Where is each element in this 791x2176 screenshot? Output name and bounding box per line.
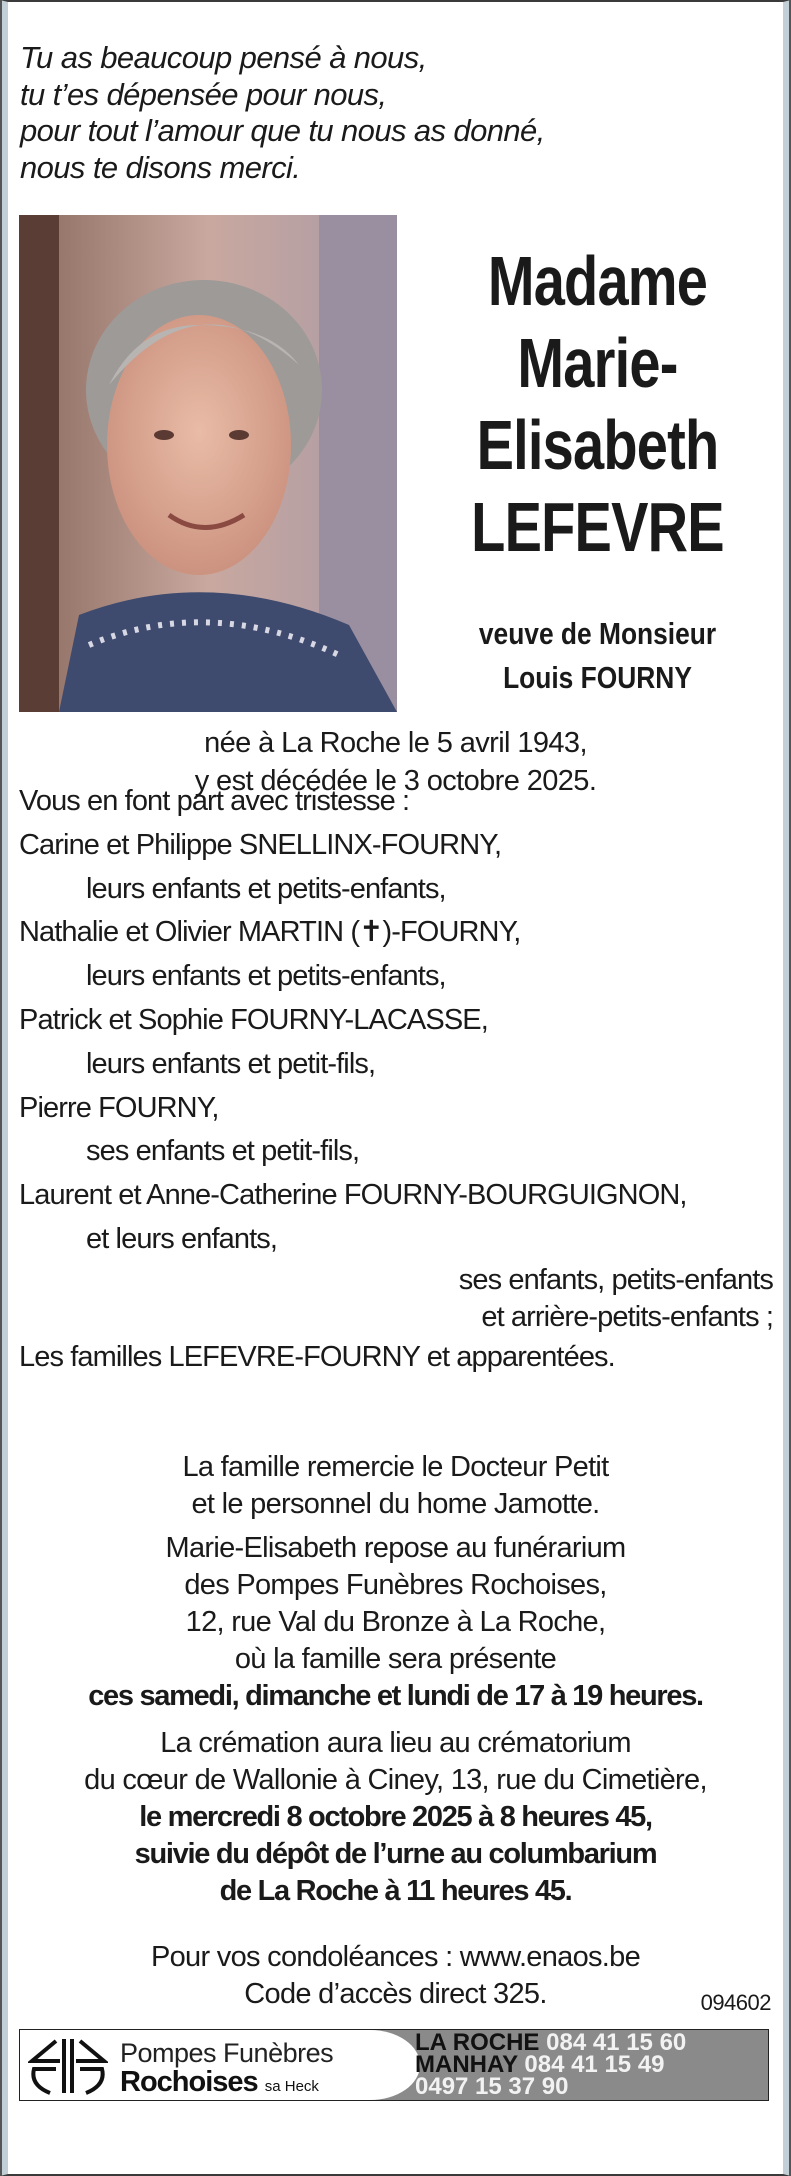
repose-line: où la famille sera présente [234, 1643, 557, 1675]
cross-logo-icon [28, 2037, 108, 2095]
reference-number: 094602 [700, 1990, 771, 2015]
funeral-home-banner [19, 2029, 769, 2101]
thanks [0, 1449, 791, 1523]
deceased-name [410, 240, 785, 568]
cremation-line: du cœur de Wallonie à Ciney, 13, rue du Cimetière, [84, 1764, 707, 1796]
family-member-line: Carine et Philippe SNELLINX-FOURNY, [19, 828, 502, 861]
name-line: Elisabeth [476, 406, 719, 484]
death-line: y est décédée le 3 octobre 2025. [194, 765, 597, 797]
poem [20, 40, 545, 186]
name-line: LEFEVRE [471, 488, 724, 566]
repose-line: des Pompes Funèbres Rochoises, [184, 1569, 607, 1601]
family-descendants-line: et leurs enfants, [86, 1222, 278, 1255]
name-line: Marie- [517, 324, 678, 402]
poem-line: nous te disons merci. [20, 149, 301, 185]
cremation-date: le mercredi 8 octobre 2025 à 8 heures 45, [139, 1801, 652, 1833]
repose-line: 12, rue Val du Bronze à La Roche, [185, 1606, 606, 1638]
cremation-line: La crémation aura lieu au crématorium [160, 1727, 631, 1759]
poem-line: pour tout l’amour que tu nous as donné, [20, 113, 545, 148]
family-member-line: Patrick et Sophie FOURNY-LACASSE, [19, 1003, 488, 1036]
repose-line: Marie-Elisabeth repose au funérarium [165, 1532, 626, 1564]
name-line: Madame [487, 242, 708, 320]
funeral-home-name-line2 [120, 2066, 319, 2099]
family-descendants-line: leurs enfants et petits-enfants, [86, 960, 446, 993]
cremation-line-bold: de La Roche à 11 heures 45. [219, 1875, 572, 1907]
family-descendants-line: ses enfants et petit-fils, [86, 1135, 360, 1168]
family-member-line: Nathalie et Olivier MARTIN (✝)-FOURNY, [19, 916, 521, 949]
family-last-line: Les familles LEFEVRE-FOURNY et apparentées. [19, 1340, 615, 1373]
funeral-home-name-line1: Pompes Funèbres [120, 2038, 334, 2068]
family-intro: Vous en font part avec tristesse : [19, 785, 410, 817]
phone-number: 084 41 15 49 [524, 2051, 665, 2078]
phone-city: LA ROCHE [415, 2029, 540, 2056]
repose-info [0, 1530, 791, 1715]
condolences [0, 1939, 791, 2013]
condolences-link[interactable]: Pour vos condoléances : www.enaos.be [150, 1941, 641, 1973]
poem-line: Tu as beaucoup pensé à nous, [20, 40, 427, 75]
cremation-info [0, 1725, 791, 1910]
cremation-line-bold: suivie du dépôt de l’urne au columbarium [134, 1838, 657, 1870]
family-list [19, 780, 773, 1380]
portrait-photo [19, 215, 397, 712]
family-member-line: Pierre FOURNY, [19, 1091, 219, 1124]
family-member-line: Laurent et Anne-Catherine FOURNY-BOURGUIGNON, [19, 1179, 687, 1212]
access-code: Code d’accès direct 325. [244, 1978, 547, 2010]
widow-line: veuve de Monsieur [478, 616, 717, 651]
phone-number: 0497 15 37 90 [415, 2073, 569, 2100]
widow-line: Louis FOURNY [503, 660, 692, 695]
funeral-home-suffix: sa Heck [264, 2078, 319, 2095]
phone-list [415, 2029, 687, 2100]
thanks-line: et le personnel du home Jamotte. [191, 1488, 600, 1520]
phone-city: MANHAY [415, 2051, 518, 2078]
family-descendants-line: leurs enfants et petit-fils, [86, 1047, 376, 1080]
poem-line: tu t’es dépensée pour nous, [20, 76, 387, 112]
family-descendants-line: leurs enfants et petits-enfants, [86, 872, 446, 905]
phone-mobile[interactable] [415, 2073, 686, 2100]
widow-of [410, 612, 785, 700]
visiting-hours: ces samedi, dimanche et lundi de 17 à 19 heures. [88, 1680, 703, 1712]
phone-number: 084 41 15 60 [546, 2029, 687, 2056]
funeral-home-name: Rochoises [120, 2066, 258, 2098]
birth-line: née à La Roche le 5 avril 1943, [204, 727, 587, 759]
thanks-line: La famille remercie le Docteur Petit [182, 1451, 609, 1483]
family-right-line: ses enfants, petits-enfants [458, 1263, 773, 1296]
family-right-line: et arrière-petits-enfants ; [481, 1300, 773, 1333]
